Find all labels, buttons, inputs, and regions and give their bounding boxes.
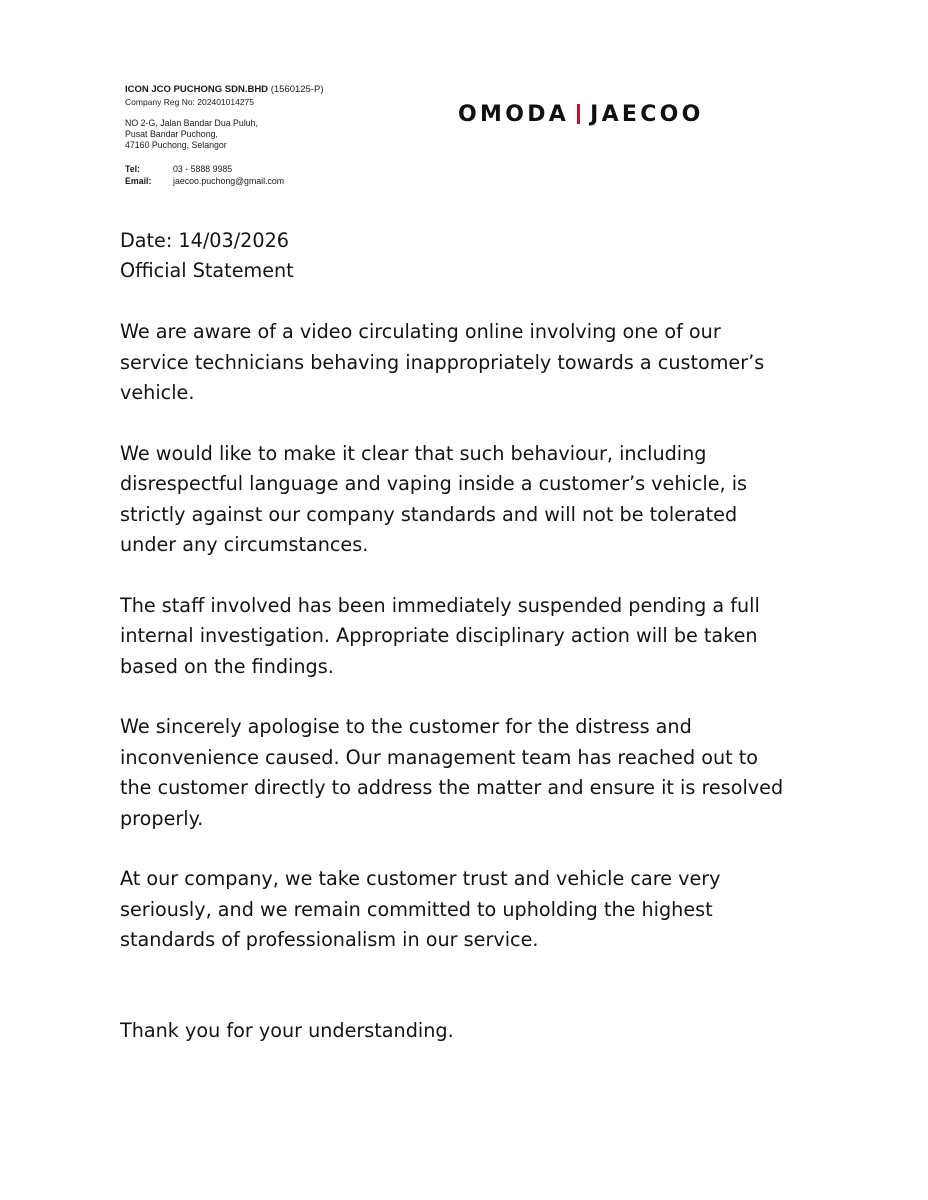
statement-date: Date: 14/03/2026 xyxy=(120,229,290,252)
company-address xyxy=(125,118,425,152)
company-heading xyxy=(125,84,425,96)
statement-paragraph xyxy=(120,439,840,561)
paragraph-line: service technicians behaving inappropriately towards a customer’s xyxy=(120,350,765,374)
email-value: jaecoo.puchong@gmail.com xyxy=(173,175,285,186)
statement-closing: Thank you for your understanding. xyxy=(120,1019,454,1043)
contact-block xyxy=(125,163,425,187)
paragraph-line: We would like to make it clear that such behaviour, including xyxy=(120,441,707,465)
paragraph-line: inconvenience caused. Our management team has reached out to xyxy=(120,745,759,769)
paragraph-line: vehicle. xyxy=(120,381,195,405)
logo-divider xyxy=(577,104,580,124)
email-label: Email: xyxy=(125,175,152,186)
paragraph-line: properly. xyxy=(120,806,204,830)
paragraph-line: internal investigation. Appropriate disciplinary action will be taken xyxy=(120,624,758,648)
paragraph-line: At our company, we take customer trust and vehicle care very xyxy=(120,867,721,891)
paragraph-line: strictly against our company standards and will not be tolerated xyxy=(120,502,738,526)
paragraph-line: We sincerely apologise to the customer for the distress and xyxy=(120,715,692,739)
tel-value: 03 - 5888 9985 xyxy=(173,163,233,174)
tel-label: Tel: xyxy=(125,163,140,174)
statement-title: Official Statement xyxy=(120,259,294,283)
company-name: ICON JCO PUCHONG SDN.BHD xyxy=(125,84,269,95)
logo-omoda: OMODA xyxy=(458,101,570,127)
paragraph-line: disrespectful language and vaping inside a customer’s vehicle, is xyxy=(120,472,748,496)
paragraph-line: based on the findings. xyxy=(120,654,334,678)
statement-paragraph xyxy=(120,864,840,955)
address-line-2: Pusat Bandar Puchong, xyxy=(125,129,218,140)
address-line-3: 47160 Puchong, Selangor xyxy=(125,140,227,151)
tel-row xyxy=(125,163,425,175)
statement-paragraph xyxy=(120,591,840,682)
address-line-1: NO 2-G, Jalan Bandar Dua Puluh, xyxy=(125,118,259,128)
paragraph-line: seriously, and we remain committed to upholding the highest xyxy=(120,897,713,921)
statement-paragraphs xyxy=(120,317,840,955)
paragraph-line: the customer directly to address the matter and ensure it is resolved xyxy=(120,776,784,800)
statement-paragraph xyxy=(120,712,840,834)
statement-paragraph xyxy=(120,317,840,408)
company-reg-no: Company Reg No: 202401014275 xyxy=(125,97,255,107)
letterhead xyxy=(125,84,425,187)
email-row xyxy=(125,175,425,187)
logo-jaecoo: JAECOO xyxy=(590,101,704,127)
paragraph-line: standards of professionalism in our service. xyxy=(120,928,539,952)
paragraph-line: under any circumstances. xyxy=(120,533,369,557)
paragraph-line: We are aware of a video circulating online involving one of our xyxy=(120,320,721,344)
statement-body xyxy=(120,226,840,1047)
company-code: (1560125-P) xyxy=(270,84,324,95)
paragraph-line: The staff involved has been immediately suspended pending a full xyxy=(120,593,760,617)
omoda-jaecoo-logo xyxy=(458,98,778,130)
